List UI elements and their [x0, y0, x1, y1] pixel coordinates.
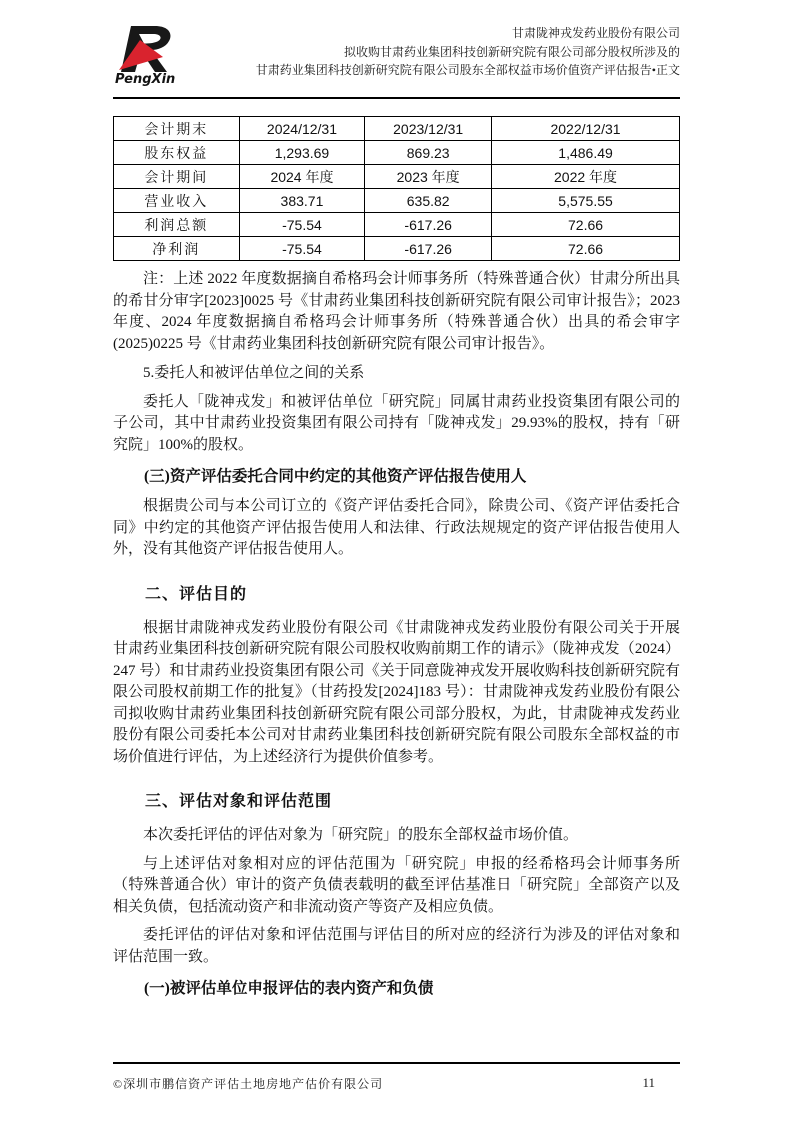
paragraph-valuation-purpose: 根据甘肃陇神戎发药业股份有限公司《甘肃陇神戎发药业股份有限公司关于开展甘肃药业集团科技创新研究院有限公司股权收购前期工作的请示》（陇神戎发（2024）247 号）和甘肃药业投资集团有限公司《关于同意陇神戎发开展收购科技创新研究院有限公司股权前期工作的批复》（甘药投发[2024]183 号）：甘肃陇神戎发药业股份有限公司拟收购甘肃药业集团科技创新研究院有限公司部分股权，为此，甘肃陇神戎发药业股份有限公司委托本公司对甘肃药业集团科技创新研究院有限公司股东全部权益的市场价值进行评估，为上述经济行为提供价值参考。 — [113, 619, 680, 765]
document-body — [113, 269, 680, 1000]
financial-summary-table — [113, 116, 680, 261]
table-row — [114, 213, 680, 237]
page-header — [113, 22, 680, 87]
table-cell: 2022 年度 — [492, 165, 680, 189]
footer-copyright: ©深圳市鹏信资产评估土地房地产估价有限公司 — [113, 1077, 384, 1091]
table-cell: 1,486.49 — [492, 141, 680, 165]
table-cell: 1,293.69 — [239, 141, 365, 165]
table-row — [114, 141, 680, 165]
table-cell: 72.66 — [492, 237, 680, 261]
pengxin-logo-text: PengXin — [115, 72, 176, 87]
heading-other-report-users: (三)资产评估委托合同中约定的其他资产评估报告使用人 — [144, 468, 527, 485]
table-cell: 72.66 — [492, 213, 680, 237]
table-row — [114, 165, 680, 189]
table-cell: 2024 年度 — [239, 165, 365, 189]
heading-on-balance-assets: (一)被评估单位申报评估的表内资产和负债 — [144, 980, 434, 997]
table-cell: 股东权益 — [114, 141, 240, 165]
table-cell: -75.54 — [239, 213, 365, 237]
page-footer — [113, 1062, 680, 1092]
table-row — [114, 237, 680, 261]
table-cell: 2024/12/31 — [239, 117, 365, 141]
table-cell: 2023/12/31 — [365, 117, 492, 141]
pengxin-logo-icon — [113, 24, 179, 74]
table-row — [114, 117, 680, 141]
footer-page-number: 11 — [642, 1075, 655, 1090]
header-title-line-3: 甘肃药业集团科技创新研究院有限公司股东全部权益市场价值资产评估报告•正文 — [255, 63, 680, 77]
note-paragraph: 注：上述 2022 年度数据摘自希格玛会计师事务所（特殊普通合伙）甘肃分所出具的希甘分审字[2023]0025 号《甘肃药业集团科技创新研究院有限公司审计报告》；2023 年度、2024 年度数据摘自希格玛会计师事务所（特殊普通合伙）出具的希会审字(2025)0225 号《甘肃药业集团科技创新研究院有限公司审计报告》。 — [113, 271, 680, 352]
table-cell: 营业收入 — [114, 189, 240, 213]
table-cell: 2023 年度 — [365, 165, 492, 189]
header-title-line-1: 甘肃陇神戎发药业股份有限公司 — [511, 26, 680, 40]
table-cell: 5,575.55 — [492, 189, 680, 213]
header-rule — [113, 97, 680, 99]
paragraph-client-relationship: 委托人「陇神戎发」和被评估单位「研究院」同属甘肃药业投资集团有限公司的子公司，其中甘肃药业投资集团有限公司持有「陇神戎发」29.93%的股权，持有「研究院」100%的股权。 — [113, 393, 680, 453]
table-cell: -617.26 — [365, 213, 492, 237]
paragraph-other-report-users: 根据贵公司与本公司订立的《资产评估委托合同》，除贵公司、《资产评估委托合同》中约定的其他资产评估报告使用人和法律、行政法规规定的资产评估报告使用人外，没有其他资产评估报告使用人。 — [113, 498, 680, 557]
table-cell: 383.71 — [239, 189, 365, 213]
heading-client-relationship: 5.委托人和被评估单位之间的关系 — [143, 365, 365, 381]
heading-valuation-purpose: 二、评估目的 — [145, 585, 248, 603]
table-cell: 净利润 — [114, 237, 240, 261]
header-title-block — [209, 22, 680, 80]
table-cell: -617.26 — [365, 237, 492, 261]
paragraph-valuation-object: 本次委托评估的评估对象为「研究院」的股东全部权益市场价值。 — [143, 827, 579, 843]
paragraph-valuation-scope: 与上述评估对象相对应的评估范围为「研究院」申报的经希格玛会计师事务所（特殊普通合伙）审计的资产负债表载明的截至评估基准日「研究院」全部资产以及相关负债，包括流动资产和非流动资产等资产及相应负债。 — [113, 855, 680, 915]
table-cell: 635.82 — [365, 189, 492, 213]
table-cell: -75.54 — [239, 237, 365, 261]
header-title-line-2: 拟收购甘肃药业集团科技创新研究院有限公司部分股权所涉及的 — [343, 44, 680, 59]
table-cell: 会计期末 — [114, 117, 240, 141]
table-cell: 利润总额 — [114, 213, 240, 237]
pengxin-logo — [113, 22, 209, 87]
table-cell: 869.23 — [365, 141, 492, 165]
table-cell: 2022/12/31 — [492, 117, 680, 141]
table-cell: 会计期间 — [114, 165, 240, 189]
paragraph-scope-consistency: 委托评估的评估对象和评估范围与评估目的所对应的经济行为涉及的评估对象和评估范围一致。 — [113, 927, 680, 965]
heading-object-and-scope: 三、评估对象和评估范围 — [145, 793, 333, 810]
table-row — [114, 189, 680, 213]
